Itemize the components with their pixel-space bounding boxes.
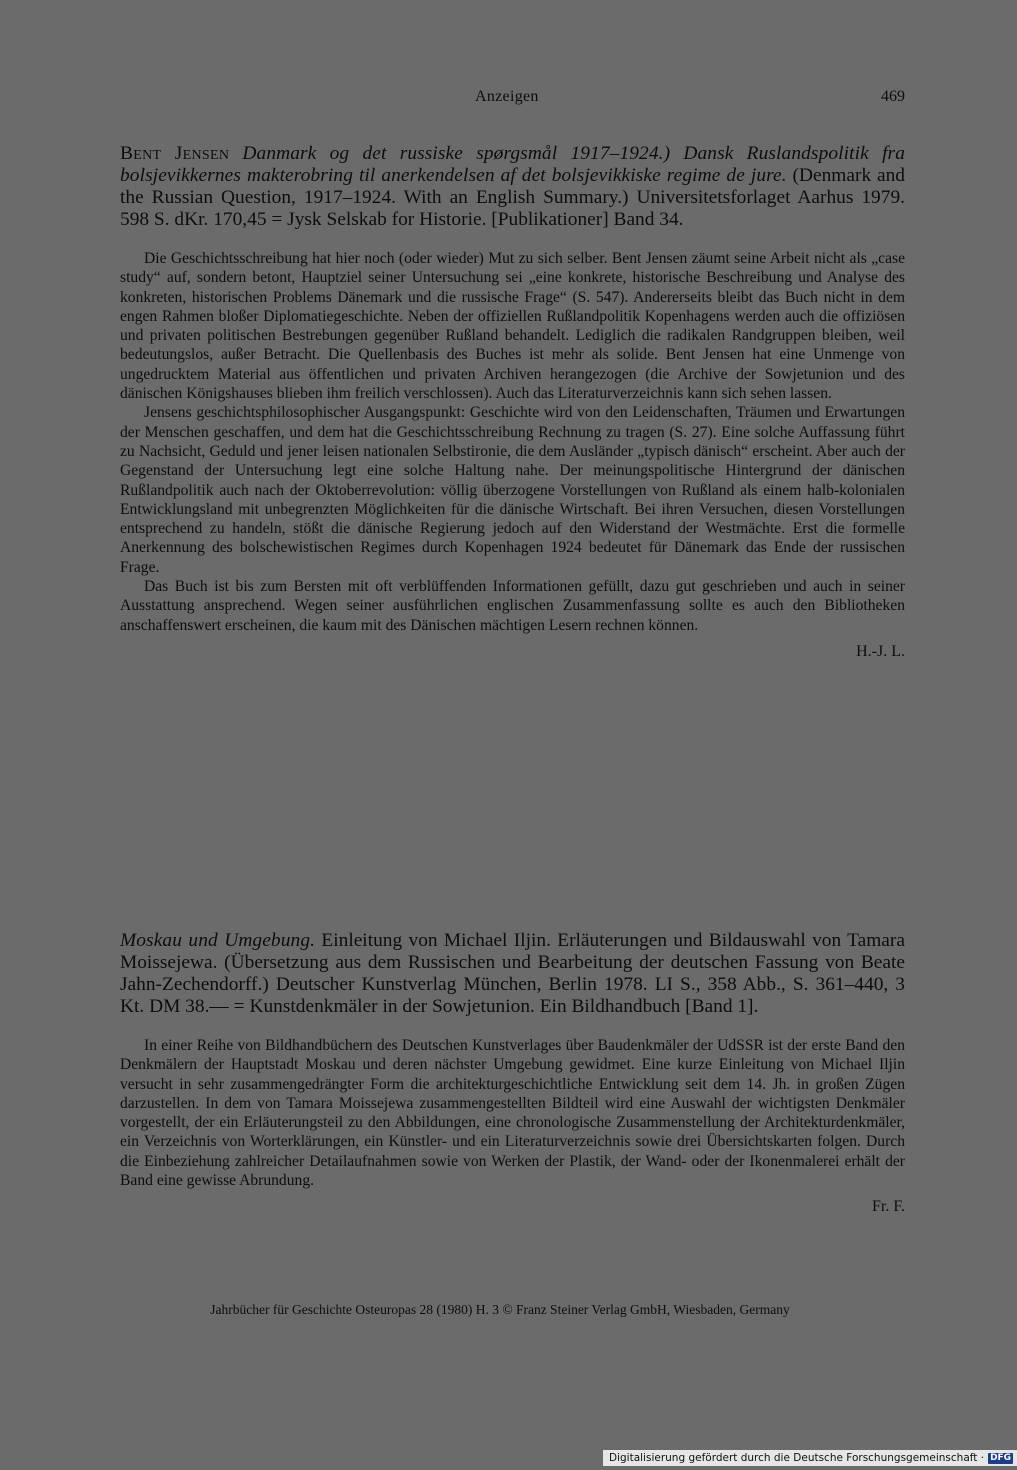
page-number: 469 — [881, 88, 905, 105]
credit-text: Digitalisierung gefördert durch die Deutsche Forschungsgemeinschaft · — [609, 1452, 985, 1464]
reviewer-initials: H.-J. L. — [856, 642, 905, 660]
digitization-credit — [603, 1450, 1017, 1466]
book-details: (Denmark and the Russian Question, 1917–1924. With an English Summary.) Universitetsforlaget Aarhus 1979. 598 S. dKr. 170,45 = Jysk Selskab for Historie. [Publikationer] Band 34. — [120, 165, 905, 230]
book-citation — [120, 143, 905, 231]
review-paragraph: Die Geschichtsschreibung hat hier noch (oder wieder) Mut zu sich selber. Bent Jensen zäumt seine Arbeit nicht als „case study“ auf, sondern betont, Hauptziel seiner Untersuchung sei „eine konkrete, historische Beschreibung und Analyse des konkreten, historischen Problems Dänemark und die russische Frage“ (S. 547). Andererseits bleibt das Buch nicht in dem engen Rahmen bloßer Diplomatiegeschichte. Neben der offiziellen Rußlandpolitik Kopenhagens werden auch die offiziösen und privaten politischen Bestrebungen gegenüber Rußland behandelt. Lediglich die radikalen Randgruppen bleiben, weil bedeutungslos, außer Betracht. Die Quellenbasis des Buches ist mehr als solide. Bent Jensen hat eine Unmenge von ungedrucktem Material aus öffentlichen und privaten Archiven herangezogen (die Archive der Sowjetunion und des dänischen Königshauses blieben ihm freilich verschlossen). Auch das Literaturverzeichnis kann sich sehen lassen. — [120, 250, 905, 403]
book-title: Moskau und Umgebung. — [120, 930, 316, 951]
review-moskau — [120, 930, 905, 1216]
page-header — [120, 88, 905, 110]
review-paragraph: Das Buch ist bis zum Bersten mit oft verblüffenden Informationen gefüllt, dazu gut geschrieben und auch in seiner Ausstattung ansprechend. Wegen seiner ausführlichen englischen Zusammenfassung sollte es auch den Bibliotheken anschaffenswert erscheinen, die kaum mit des Dänischen mächtigen Lesern rechnen können. — [120, 578, 905, 634]
reviewer-initials: Fr. F. — [872, 1198, 905, 1216]
review-body — [120, 1036, 905, 1190]
review-body — [120, 249, 905, 635]
journal-footer: Jahrbücher für Geschichte Osteuropas 28 (1980) H. 3 © Franz Steiner Verlag GmbH, Wiesbaden, Germany — [210, 1302, 790, 1317]
review-paragraph: Jensens geschichtsphilosophischer Ausgangspunkt: Geschichte wird von den Leidenschaften, Träumen und Erwartungen der Menschen geschaffen, und dem hat die Geschichtsschreibung Rechnung zu tragen (S. 27). Eine solche Auffassung führt zu Nachsicht, Geduld und jener leisen nationalen Selbstironie, die dem Ausländer „typisch dänisch“ erscheint. Aber auch der Gegenstand der Untersuchung legt eine solche Haltung nahe. Der meinungspolitische Hintergrund der dänischen Rußlandpolitik auch nach der Oktoberrevolution: völlig überzogene Vorstellungen von Rußland als einem halb-kolonialen Entwicklungsland mit unbegrenzten Möglichkeiten für die dänische Wirtschaft. Bei ihren Versuchen, diesen Vorstellungen entsprechend zu handeln, stößt die dänische Regierung jedoch auf den Widerstand der Westmächte. Erst die formelle Anerkennung des bolschewistischen Regimes durch Kopenhagen 1924 bedeutet für Dänemark das Ende der russischen Frage. — [120, 404, 905, 576]
book-details: Einleitung von Michael Iljin. Erläuterungen und Bildauswahl von Tamara Moissejewa. (Übersetzung aus dem Russischen und Bearbeitung der deutschen Fassung von Beate Jahn-Zechendorff.) Deutscher Kunstverlag München, Berlin 1978. LI S., 358 Abb., S. 361–440, 3 Kt. DM 38.— = Kunstdenkmäler in der Sowjetunion. Ein Bildhandbuch [Band 1]. — [120, 930, 905, 1017]
book-author: Bent Jensen — [120, 143, 230, 164]
running-title: Anzeigen — [475, 88, 539, 105]
review-jensen — [120, 143, 905, 661]
dfg-logo-icon: DFG — [990, 1452, 1012, 1463]
review-paragraph: In einer Reihe von Bildhandbüchern des Deutschen Kunstverlages über Baudenkmäler der UdSSR ist der erste Band den Denkmälern der Hauptstadt Moskau und deren nächster Umgebung gewidmet. Eine kurze Einleitung von Michael Iljin versucht in sehr zusammengedrängter Form die architekturgeschichtliche Entwicklung seit dem 14. Jh. in großen Zügen darzustellen. In dem von Tamara Moissejewa zusammengestellten Bildteil wird eine Auswahl der wichtigsten Denkmäler vorgestellt, der ein Erläuterungsteil zu den Abbildungen, eine chronologische Zusammenstellung der Architekturdenkmäler, ein Verzeichnis von Worterklärungen, ein Künstler- und ein Literaturverzeichnis sowie drei Übersichtskarten folgen. Durch die Einbeziehung zahlreicher Detailaufnahmen sowie von Werken der Plastik, der Wand- oder der Ikonenmalerei erhält der Band eine gewisse Abrundung. — [120, 1037, 905, 1190]
book-title: Danmark og det russiske spørgsmål 1917–1924.) Dansk Ruslandspolitik fra bolsjevikkernes makterobring til anerkendelsen af det bolsjevikkiske regime de jure. — [120, 143, 905, 186]
book-citation — [120, 930, 905, 1018]
